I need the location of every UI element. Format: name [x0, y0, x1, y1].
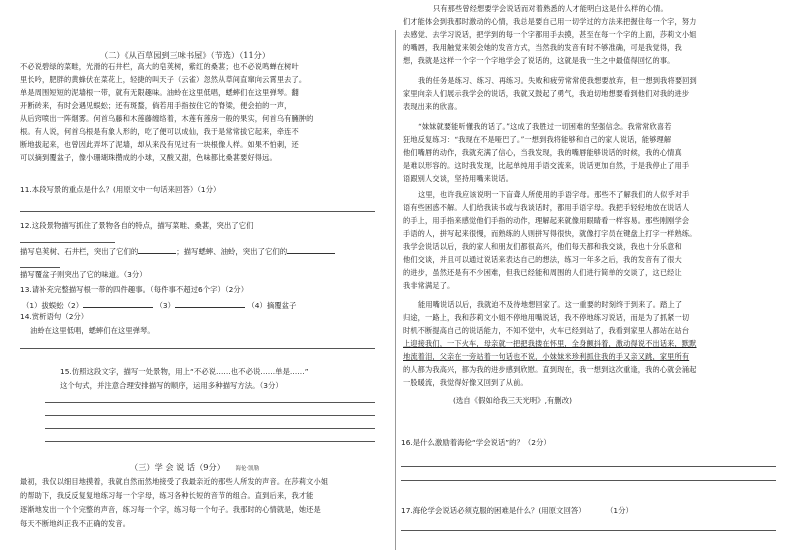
passage-line: 家里向亲人们展示我学会的说话，我就又鼓起了勇气，我迫切地想要看到他们对我的进步 — [403, 89, 690, 98]
passage-line: 我非常满足了。 — [403, 281, 455, 290]
passage-line: 单是周围短短的泥墙根一带，就有无限趣味。油蛉在这里低唱，蟋蟀们在这里弹琴。翻 — [20, 88, 299, 97]
passage-line: 我学会说话以后，我的家人和朋友们都很高兴，他们每天都和我交谈，我也十分乐意和 — [403, 242, 682, 251]
section3-title-text: （三）学 会 说 话（9分） — [130, 462, 225, 472]
passage-line: 手语的人，拼写起来很慢，而熟练的人则拼写得很快，就像打字员在键盘上打字一样熟练。 — [403, 229, 697, 238]
answer-line[interactable] — [20, 211, 375, 212]
passage-line: 的进步，虽然还是有不少困难，但我已经能和周围的人们进行简单的交谈了，这已经让 — [403, 268, 682, 277]
answer-line[interactable] — [45, 402, 375, 403]
question-15-line-a: 15.仿照这段文字，描写一处景物，用上“不必说……也不必说……单是……” — [60, 367, 309, 376]
answer-blank[interactable] — [20, 242, 115, 243]
question-11: 11.本段写景的重点是什么？(用原文中一句话来回答）（1分） — [20, 185, 221, 194]
passage-source: (选自《假如给我三天光明》,有删改) — [453, 396, 572, 405]
right-column — [398, 0, 794, 560]
passage-line: 里长吟，肥胖的黄蜂伏在菜花上，轻捷的叫天子（云雀）忽然从草间直窜向云霄里去了。 — [20, 75, 307, 84]
passage-line: 只有那些曾经想要学会说话而对着熟悉的人才能明白这是什么样的心情。 — [433, 4, 668, 13]
passage-line: 最初，我仅以细目地摸着，我就自然而然地接受了我最亲近的那些人所发的声音。在莎莉文小姐 — [20, 477, 329, 486]
passage-line: 的人都为我高兴，都为我的进步感到欣慰。直到现在，我一想到这次重逢，我的心就会涌起 — [403, 365, 697, 374]
answer-line[interactable] — [401, 480, 776, 481]
answer-line[interactable] — [45, 441, 375, 442]
underlined-passage-line: 地流着泪，父亲在一旁站着一句话也不说，小妹妹米珍利抓住我的手又亲又跳，家里所有 — [403, 352, 690, 361]
answer-line[interactable] — [401, 466, 776, 467]
section3-title — [130, 462, 259, 474]
passage-line: 断地拔起来，也曾因此弄坏了泥墙，却从来没有见过有一块根像人样。如果不怕刺，还 — [20, 140, 299, 149]
answer-line[interactable] — [45, 428, 375, 429]
passage-line: 根。有人说，何首乌根是有象人形的，吃了便可以成仙，我于是常常拔它起来，牵连不 — [20, 127, 299, 136]
section3-author: 海伦·凯勒 — [235, 466, 260, 472]
answer-line[interactable] — [20, 348, 375, 349]
question-14-quote: 油蛉在这里低唱，蟋蟀们在这里弹琴。 — [30, 326, 155, 335]
answer-line[interactable] — [401, 530, 776, 531]
question-15-line-b: 这个句式，并注意合理安排描写的顺序，运用多种描写方法。（3分） — [60, 381, 283, 390]
passage-line: 去感觉、去学习说话，把学到的每一个字都用手去摸，甚至在每一个字的上面，莎莉文小姐 — [403, 30, 697, 39]
passage-line: 能用嘴说话以后，我就迫不及待地想回家了。这一重要的时刻终于到来了。踏上了 — [418, 300, 683, 309]
question-13: 13.请补充完整描写根一带的四件趣事。（每件事不超过6个字）（2分） — [20, 285, 249, 294]
question-12: 12.这段景物描写抓住了景物各自的特点，描写菜畦、桑葚，突出了它们 — [20, 221, 254, 230]
passage-line: 想，我就是这样一个字一个字地学会了说话的，这就是我一生之中最值得回忆的事。 — [403, 56, 675, 65]
question-17-score: （1分） — [605, 506, 633, 515]
column-divider — [395, 30, 396, 550]
passage-line: 逐渐地发出一个个完整的声音，练习每一个字，练习每一个句子。我那时的心情就是，她还是 — [20, 505, 321, 514]
passage-line: 的帮助下，我反反复复地练习每一个字母，练习各种长短的音节的组合。直到后来，我才能 — [20, 491, 314, 500]
passage-line: 他们嘴唇的动作，我就充满了信心，当我发现，我的嘴唇能够说话的时候，我的心情真 — [403, 148, 682, 157]
passage-line: 的嘴唇，我用触觉来领会她的发音方式，当然我的发音有时不够准确，可是我觉得，我 — [403, 43, 682, 52]
question-12-text-b2: ；描写蟋蟀、油蛉，突出了它们的 — [176, 247, 288, 256]
passage-line: 每天不断地纠正我不正确的发音。 — [20, 519, 131, 528]
q13-item-4: （4）摘覆盆子 — [247, 301, 297, 310]
question-12-text-b: 描写皂荚树、石井栏，突出了它们的 — [20, 247, 139, 256]
left-column — [0, 0, 394, 560]
question-17-text: 17.海伦学会说话必须克服的困难是什么？(用原文回答） — [401, 506, 586, 515]
answer-blank[interactable] — [83, 299, 153, 308]
question-13-items — [22, 299, 296, 311]
answer-blank[interactable] — [287, 245, 335, 254]
question-14: 14.赏析语句（2分） — [20, 312, 89, 321]
answer-blank[interactable] — [138, 245, 176, 254]
passage-line: 狂地反复练习：“我现在不是哑巴了。”一想到我将能够和自己的家人说话，能够理解 — [403, 135, 672, 144]
underlined-passage-line: 上迎接我们，一下火车，母亲就一把把我搂在怀里，全身颤抖着，激动得说不出话来，默默 — [403, 339, 697, 348]
q13-item-1: （1）拔蜈蚣（2） — [22, 301, 84, 310]
question-12-part-b — [20, 245, 335, 257]
passage-line: 从后窍喷出一阵烟雾。何首乌藤和木莲藤缠络着，木莲有莲房一般的果实，何首乌有臃肿的 — [20, 114, 314, 123]
q13-item-3: （3） — [155, 301, 175, 310]
passage-line: 我的任务是练习、练习、再练习。失败和疲劳常常使我想要放弃，但一想到我将要回到 — [418, 76, 697, 85]
passage-line: 开断砖来，有时会遇见蜈蚣；还有斑蝥，倘若用手指按住它的脊梁，便会拍的一声， — [20, 101, 292, 110]
question-16: 16.是什么激励着海伦“学会说话”的？（2分） — [401, 438, 551, 447]
passage-line: 表现出来的欣喜。 — [403, 102, 462, 111]
passage-line: 一股暖流，我觉得好像又回到了从前。 — [403, 378, 528, 387]
passage-line: 的手上，用手指来感觉他们手指的动作，理解起来就像用眼睛看一样容易。那些刚刚学会 — [403, 216, 690, 225]
passage-line: 这里，也许我应该说明一下盲聋人所使用的手语字母。那些不了解我们的人似乎对手 — [418, 190, 690, 199]
section2-title: （二）《从百草园到三味书屋》（节选）（11分） — [100, 50, 271, 60]
passage-line: 归途，一路上，我和莎莉文小姐不停地用嘴说话，我不停地练习说话，而是为了抓紧一切 — [403, 313, 690, 322]
answer-blank[interactable] — [175, 299, 245, 308]
passage-line: 语跟别人交谈，坚持用嘴来说话。 — [403, 174, 514, 183]
passage-quote-line: “妹妹就要能听懂我的话了。”这成了我胜过一切困难的坚强信念。我常常欣喜若 — [418, 122, 672, 131]
answer-line[interactable] — [45, 415, 375, 416]
passage-line: 时机不断提高自己的说话能力，不知不觉中，火车已经到站了，我看到家里人都站在站台 — [403, 326, 690, 335]
question-12-part-c: 描写覆盆子则突出了它的味道。（3分） — [20, 270, 147, 279]
passage-line: 是难以形容的。这时我发现，比起单纯用手语交流来，说话更加自然，于是我停止了用手 — [403, 161, 690, 170]
passage-line: 他们交谈，并且可以通过说话来表达自己的想法，练习一年多之后，我的发音有了很大 — [403, 255, 682, 264]
question-17 — [401, 506, 633, 516]
answer-blank[interactable] — [20, 267, 60, 268]
passage-line: 们才能体会到我那时激动的心情，我总是要自己用一切学过的方法来把握住每一个字，努力 — [403, 17, 697, 26]
passage-line: 语有些困惑不解。人们给我读书或与我谈话时，都用手语字母。我把手轻轻地放在说话人 — [403, 203, 690, 212]
passage-line: 不必说碧绿的菜畦，光滑的石井栏，高大的皂荚树，紫红的桑葚；也不必说鸣蝉在树叶 — [20, 62, 299, 71]
passage-line: 可以摘到覆盆子，像小珊瑚珠攒成的小球，又酸又甜，色味都比桑葚要好得远。 — [20, 153, 277, 162]
